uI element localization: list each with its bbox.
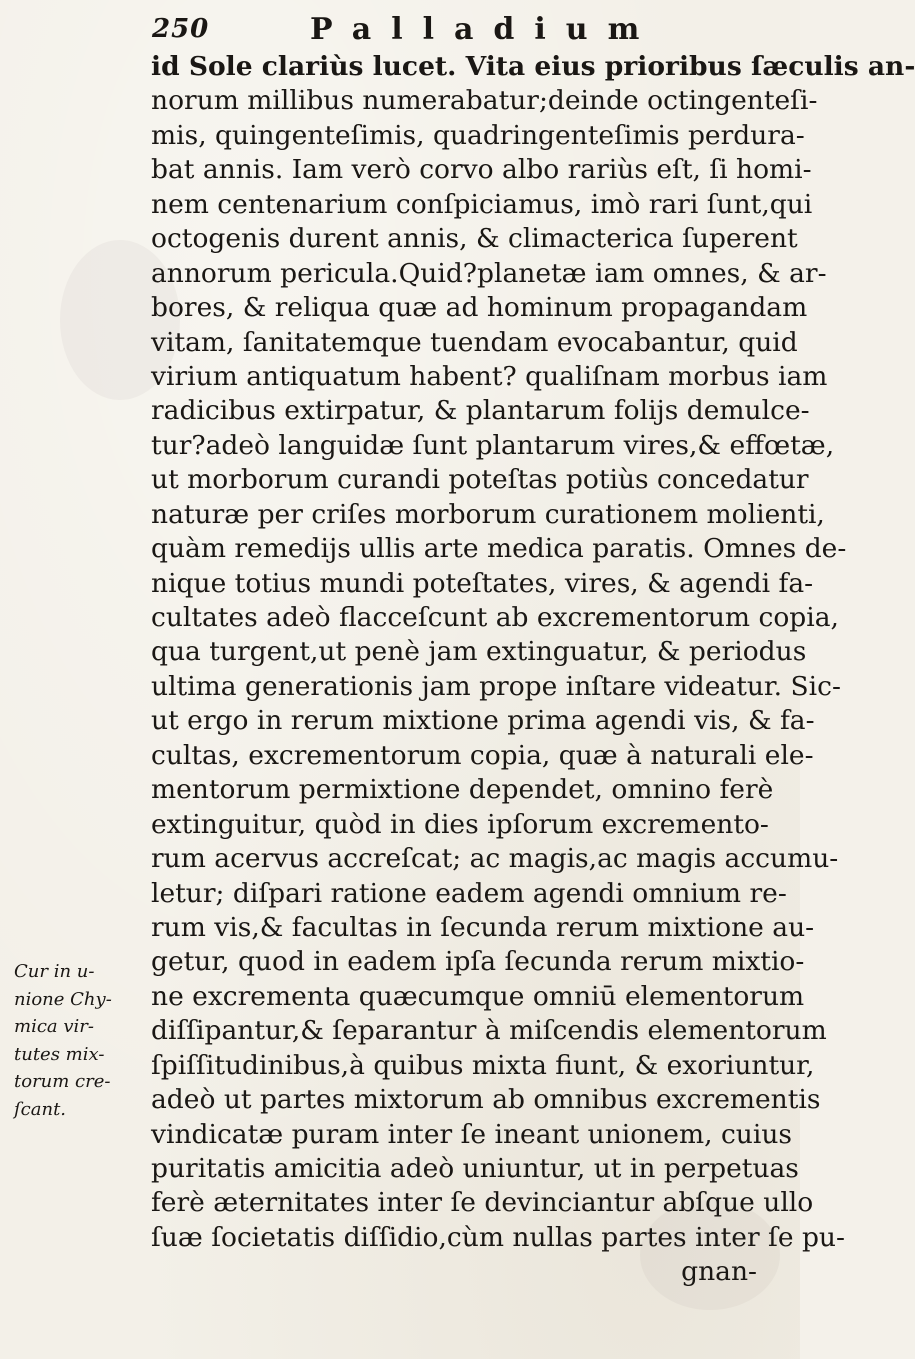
text-line: rum acervus accreſcat; ac magis,ac magis accumu- <box>151 843 839 875</box>
text-line: ſpiſſitudinibus,à quibus mixta fiunt, & exoriuntur, <box>151 1049 815 1081</box>
text-line: norum millibus numerabatur;deinde octingenteſi- <box>151 85 818 117</box>
text-line: ut morborum curandi poteſtas potiùs concedatur <box>151 464 809 496</box>
marginal-note-line: tutes mix- <box>14 1043 105 1065</box>
text-line: bat annis. Iam verò corvo albo rariùs eſt, ſi homi- <box>151 154 812 186</box>
text-line: puritatis amicitia adeò uniuntur, ut in perpetuas <box>151 1153 799 1184</box>
text-line: getur, quod in eadem ipſa ſecunda rerum mixtio- <box>151 946 805 978</box>
text-line: ferè æternitates inter ſe devinciantur abſque ullo <box>151 1187 814 1219</box>
text-line: annorum pericula.Quid?planetæ iam omnes, & ar- <box>151 257 827 289</box>
text-line: letur; diſpari ratione eadem agendi omnium re- <box>151 877 787 909</box>
text-line: mis, quingenteſimis, quadringenteſimis perdura- <box>151 119 805 151</box>
text-line: diſſipantur,& ſeparantur à miſcendis elementorum <box>151 1015 827 1047</box>
text-line: gnan- <box>681 1256 757 1288</box>
text-line: ut ergo in rerum mixtione prima agendi vis, & fa- <box>151 705 815 737</box>
text-line: octogenis durent annis, & climacterica ſuperent <box>151 223 798 255</box>
page-header <box>152 12 752 52</box>
text-line: rum vis,& facultas in ſecunda rerum mixtione au- <box>151 911 815 943</box>
marginal-note-line: mica vir- <box>14 1016 94 1037</box>
text-line: mentorum permixtione dependet, omnino ferè <box>151 774 774 806</box>
text-line: vindicatæ puram inter ſe ineant unionem, cuius <box>151 1118 793 1150</box>
text-line: tur?adeò languidæ ſunt plantarum vires,& effœtæ, <box>151 429 835 461</box>
marginal-note-line: nione Chy- <box>14 988 112 1010</box>
page-number: 250 <box>152 14 210 44</box>
text-line: cultas, excrementorum copia, quæ à naturali ele- <box>151 739 814 771</box>
text-line: quàm remedijs ullis arte medica paratis. Omnes de- <box>151 533 847 565</box>
marginal-note-line: ſcant. <box>14 1098 67 1120</box>
body-text <box>151 50 915 1290</box>
running-head: Palladium <box>310 12 660 47</box>
text-line: ſuæ ſocietatis diſſidio,cùm nullas partes inter ſe pu- <box>151 1221 845 1253</box>
marginal-note-line: Cur in u- <box>14 961 95 982</box>
text-line: id Sole clariùs lucet. Vita eius prioribus ſæculis an- <box>151 51 915 82</box>
text-line: vitam, ſanitatemque tuendam evocabantur, quid <box>151 326 798 358</box>
marginal-note <box>14 958 138 1123</box>
text-line: nem centenarium conſpiciamus, imò rari ſunt,qui <box>151 188 813 220</box>
text-line: nique totius mundi poteſtates, vires, & agendi fa- <box>151 567 814 599</box>
text-line: ne excrementa quæcumque omniū elementorum <box>151 980 805 1012</box>
text-line: bores, & reliqua quæ ad hominum propagandam <box>151 292 808 324</box>
marginal-note-line: torum cre- <box>14 1071 111 1092</box>
text-line: adeò ut partes mixtorum ab omnibus excrementis <box>151 1084 821 1116</box>
text-line: extinguitur, quòd in dies ipſorum excremento- <box>151 808 769 840</box>
text-line: ultima generationis jam prope inſtare videatur. Sic- <box>151 670 841 702</box>
text-line: virium antiquatum habent? qualiſnam morbus iam <box>151 360 828 392</box>
text-line: qua turgent,ut penè jam extinguatur, & periodus <box>151 636 807 668</box>
text-line: cultates adeò flacceſcunt ab excrementorum copia, <box>151 602 839 633</box>
text-line: radicibus extirpatur, & plantarum folijs demulce- <box>151 395 810 427</box>
text-line: naturæ per criſes morborum curationem molienti, <box>151 498 825 530</box>
